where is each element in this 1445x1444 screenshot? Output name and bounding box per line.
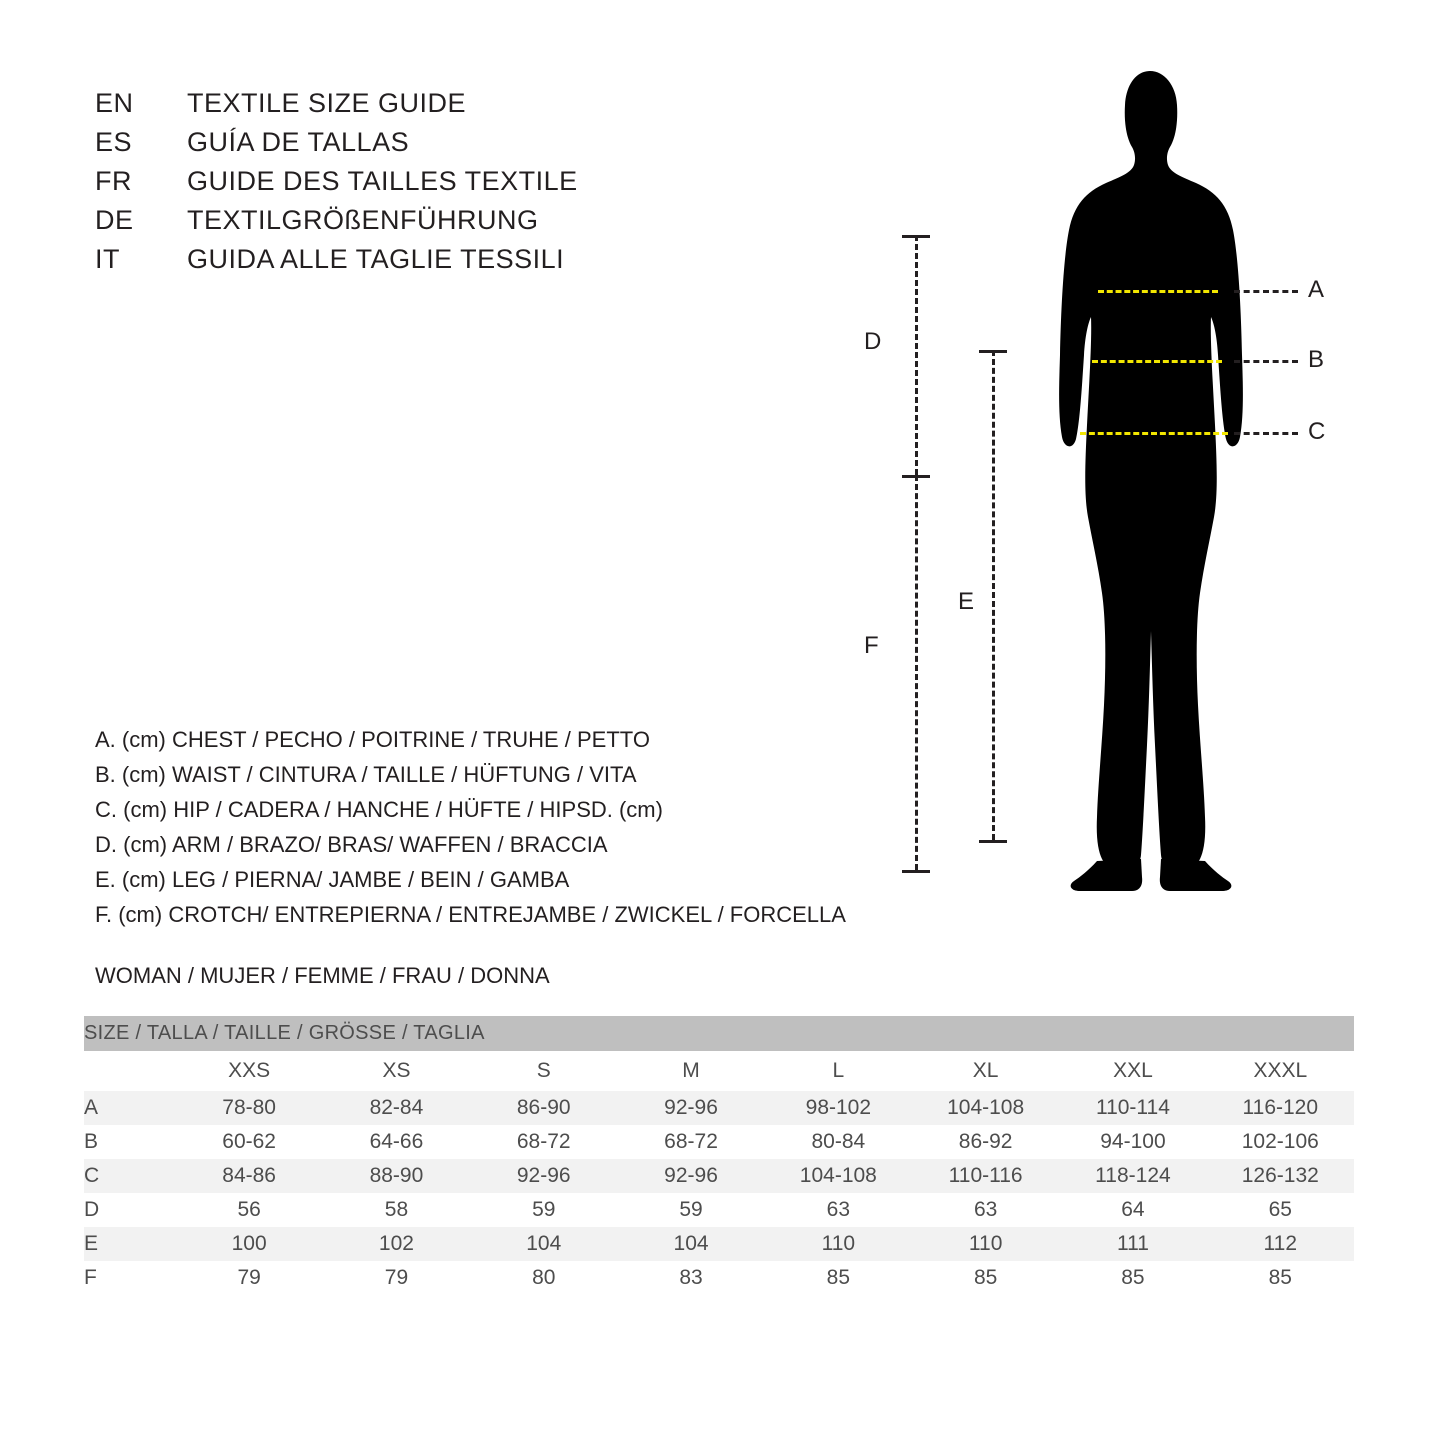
title-text-fr: GUIDE DES TAILLES TEXTILE [187, 166, 578, 196]
cell-a-m: 92-96 [617, 1091, 764, 1125]
measurement-diagram [840, 50, 1360, 950]
table-row [84, 1261, 1354, 1295]
cell-f-l: 85 [765, 1261, 912, 1295]
crotch-measure-bottom-tick [902, 870, 930, 873]
legend-item-a: A. (cm) CHEST / PECHO / POITRINE / TRUHE / PETTO [95, 727, 650, 752]
cell-b-m: 68-72 [617, 1125, 764, 1159]
cell-e-l: 110 [765, 1227, 912, 1261]
cell-d-xs: 58 [323, 1193, 470, 1227]
column-header-xxxl: XXXL [1207, 1051, 1354, 1091]
table-row [84, 1159, 1354, 1193]
table-row [84, 1125, 1354, 1159]
row-label-c: C [84, 1159, 176, 1193]
legend-item-f: F. (cm) CROTCH/ ENTREPIERNA / ENTREJAMBE / ZWICKEL / FORCELLA [95, 902, 846, 927]
cell-f-xl: 85 [912, 1261, 1059, 1295]
title-row [95, 244, 578, 283]
chest-pointer-line [1234, 290, 1298, 293]
column-header-xs: XS [323, 1051, 470, 1091]
leg-measure-bottom-tick [979, 840, 1007, 843]
cell-a-s: 86-90 [470, 1091, 617, 1125]
waist-measure-line [1092, 360, 1222, 363]
marker-f-label: F [864, 632, 879, 659]
cell-b-xxs: 60-62 [176, 1125, 323, 1159]
table-header-label: SIZE / TALLA / TAILLE / GRÖSSE / TAGLIA [84, 1016, 1354, 1051]
cell-e-xs: 102 [323, 1227, 470, 1261]
title-lang-en: EN [95, 88, 134, 118]
title-text-it: GUIDA ALLE TAGLIE TESSILI [187, 244, 565, 274]
measurement-legend [95, 722, 846, 932]
cell-b-s: 68-72 [470, 1125, 617, 1159]
cell-e-xl: 110 [912, 1227, 1059, 1261]
cell-c-s: 92-96 [470, 1159, 617, 1193]
marker-a-label: A [1308, 276, 1325, 303]
title-block [95, 88, 578, 283]
cell-c-xxxl: 126-132 [1207, 1159, 1354, 1193]
column-header-m: M [617, 1051, 764, 1091]
marker-e-label: E [958, 588, 975, 615]
table-column-row [84, 1051, 1354, 1091]
hip-pointer-line [1234, 432, 1298, 435]
column-header-xxl: XXL [1059, 1051, 1206, 1091]
cell-f-xxl: 85 [1059, 1261, 1206, 1295]
title-text-de: TEXTILGRÖßENFÜHRUNG [187, 205, 539, 235]
cell-b-xxxl: 102-106 [1207, 1125, 1354, 1159]
cell-b-xs: 64-66 [323, 1125, 470, 1159]
legend-item-c: C. (cm) HIP / CADERA / HANCHE / HÜFTE / HIPSD. (cm) [95, 797, 663, 822]
title-row [95, 127, 578, 166]
cell-b-xl: 86-92 [912, 1125, 1059, 1159]
cell-f-m: 83 [617, 1261, 764, 1295]
row-label-d: D [84, 1193, 176, 1227]
cell-c-xs: 88-90 [323, 1159, 470, 1193]
title-lang-it: IT [95, 244, 120, 274]
cell-a-xxxl: 116-120 [1207, 1091, 1354, 1125]
cell-d-l: 63 [765, 1193, 912, 1227]
marker-b-label: B [1308, 346, 1325, 373]
column-header-xl: XL [912, 1051, 1059, 1091]
legend-item-d: D. (cm) ARM / BRAZO/ BRAS/ WAFFEN / BRACCIA [95, 832, 608, 857]
gender-label: WOMAN / MUJER / FEMME / FRAU / DONNA [95, 963, 550, 988]
leg-measure-top-tick [979, 350, 1007, 353]
legend-item-e: E. (cm) LEG / PIERNA/ JAMBE / BEIN / GAMBA [95, 867, 570, 892]
column-header-xxs: XXS [176, 1051, 323, 1091]
title-lang-es: ES [95, 127, 133, 157]
title-lang-de: DE [95, 205, 134, 235]
row-label-e: E [84, 1227, 176, 1261]
cell-f-xs: 79 [323, 1261, 470, 1295]
cell-d-s: 59 [470, 1193, 617, 1227]
title-text-es: GUÍA DE TALLAS [187, 127, 410, 157]
cell-c-xxs: 84-86 [176, 1159, 323, 1193]
column-header-l: L [765, 1051, 912, 1091]
cell-c-m: 92-96 [617, 1159, 764, 1193]
cell-b-xxl: 94-100 [1059, 1125, 1206, 1159]
cell-c-xxl: 118-124 [1059, 1159, 1206, 1193]
arm-measure-top-tick [902, 235, 930, 238]
cell-d-m: 59 [617, 1193, 764, 1227]
table-header-row [84, 1016, 1354, 1051]
cell-a-xxs: 78-80 [176, 1091, 323, 1125]
female-silhouette-icon [1040, 65, 1260, 895]
title-lang-fr: FR [95, 166, 132, 196]
cell-e-m: 104 [617, 1227, 764, 1261]
cell-e-xxxl: 112 [1207, 1227, 1354, 1261]
cell-e-xxl: 111 [1059, 1227, 1206, 1261]
leg-measure-bracket [992, 350, 995, 840]
hip-measure-line [1080, 432, 1228, 435]
table-row [84, 1091, 1354, 1125]
row-label-a: A [84, 1091, 176, 1125]
cell-e-xxs: 100 [176, 1227, 323, 1261]
cell-f-s: 80 [470, 1261, 617, 1295]
title-row [95, 166, 578, 205]
column-header-blank [84, 1051, 176, 1091]
cell-d-xl: 63 [912, 1193, 1059, 1227]
cell-a-xs: 82-84 [323, 1091, 470, 1125]
column-header-s: S [470, 1051, 617, 1091]
cell-b-l: 80-84 [765, 1125, 912, 1159]
cell-a-l: 98-102 [765, 1091, 912, 1125]
cell-c-xl: 110-116 [912, 1159, 1059, 1193]
marker-d-label: D [864, 328, 882, 355]
crotch-measure-bracket [915, 475, 918, 870]
chest-measure-line [1098, 290, 1218, 293]
arm-measure-bracket [915, 235, 918, 475]
title-row [95, 88, 578, 127]
cell-c-l: 104-108 [765, 1159, 912, 1193]
cell-a-xxl: 110-114 [1059, 1091, 1206, 1125]
cell-f-xxs: 79 [176, 1261, 323, 1295]
size-table [84, 1016, 1354, 1295]
title-text-en: TEXTILE SIZE GUIDE [187, 88, 467, 118]
table-row [84, 1227, 1354, 1261]
table-row [84, 1193, 1354, 1227]
cell-d-xxxl: 65 [1207, 1193, 1354, 1227]
row-label-b: B [84, 1125, 176, 1159]
cell-a-xl: 104-108 [912, 1091, 1059, 1125]
marker-c-label: C [1308, 418, 1326, 445]
title-row [95, 205, 578, 244]
cell-f-xxxl: 85 [1207, 1261, 1354, 1295]
waist-pointer-line [1234, 360, 1298, 363]
row-label-f: F [84, 1261, 176, 1295]
cell-e-s: 104 [470, 1227, 617, 1261]
cell-d-xxs: 56 [176, 1193, 323, 1227]
cell-d-xxl: 64 [1059, 1193, 1206, 1227]
legend-item-b: B. (cm) WAIST / CINTURA / TAILLE / HÜFTUNG / VITA [95, 762, 637, 787]
